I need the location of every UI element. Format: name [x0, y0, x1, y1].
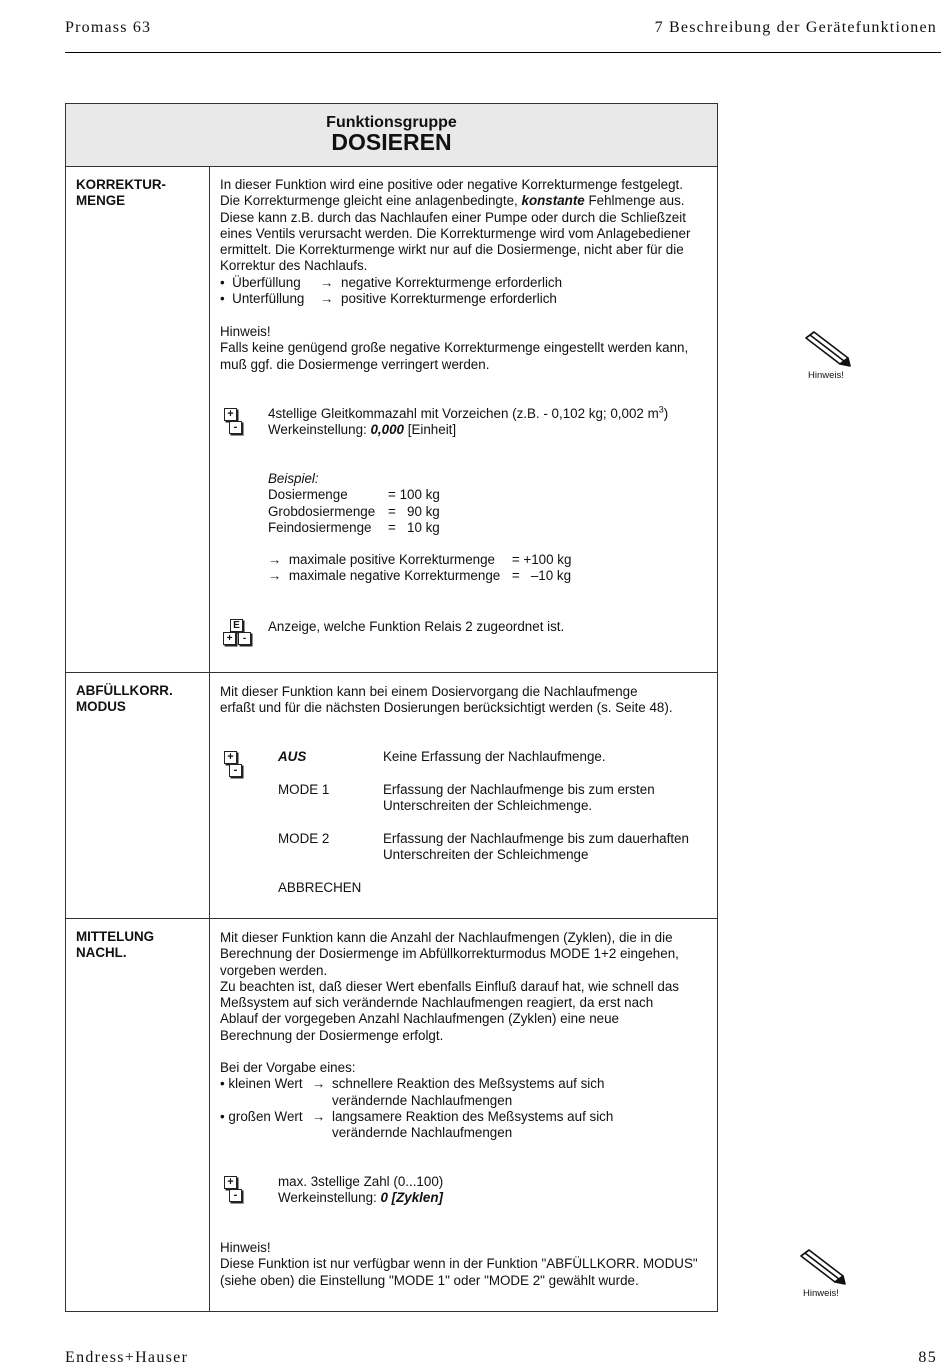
text-line: eines Ventils verursacht werden. Die Korrekturmenge wird vom Anlagebediener [220, 225, 691, 241]
abfuell-description [220, 684, 673, 717]
text-line: Zu beachten ist, daß dieser Wert ebenfalls Einfluß darauf hat, wie schnell das [220, 978, 679, 994]
example-value: 100 kg [399, 487, 440, 503]
mittelung-note [220, 1240, 698, 1289]
text-span: Fehlmenge aus. [588, 193, 685, 209]
note-icon-label: Hinweis! [803, 1288, 839, 1299]
text-line: Berechnung der Dosiermenge im Abfüllkorrekturmodus MODE 1+2 eingehen, [220, 946, 679, 962]
text-span: Die Korrekturmenge gleicht eine anlagenbedingte, [220, 193, 518, 209]
default-setting [268, 422, 668, 438]
note-title: Hinweis! [220, 324, 271, 339]
function-name-korrekturmenge [76, 177, 166, 210]
minus-key-icon: - [229, 764, 242, 777]
text-line: Diese Funktion ist nur verfügbar wenn in der Funktion "ABFÜLLKORR. MODUS" [220, 1256, 698, 1272]
bullet-text: schnellere Reaktion des Meßsystems auf sich [332, 1076, 605, 1092]
text-line: Diese kann z.B. durch das Nachlaufen einer Pumpe oder durch die Schließzeit [220, 209, 686, 225]
manual-title: Promass 63 [65, 19, 152, 36]
option-name-aus: AUS [278, 749, 307, 764]
bullet-text: positive Korrekturmenge erforderlich [341, 291, 557, 307]
text-line: Mit dieser Funktion kann bei einem Dosiervorgang die Nachlaufmenge [220, 684, 638, 699]
row-divider [66, 918, 717, 919]
equals: = [511, 568, 520, 584]
function-name-mittelung-nachl [76, 929, 154, 962]
bullet-text: langsamere Reaktion des Meßsystems auf sich [332, 1108, 614, 1124]
bullet: • [220, 274, 225, 290]
option-text: Keine Erfassung der Nachlaufmenge. [383, 749, 606, 764]
mittelung-description [220, 930, 679, 1044]
pencil-icon [795, 1248, 847, 1286]
text-line: Bei der Vorgabe eines: [220, 1060, 356, 1075]
bullet-term: • großen Wert [220, 1108, 303, 1124]
text-line: Berechnung der Dosiermenge erfolgt. [220, 1027, 444, 1043]
default-label: Werkeinstellung: [268, 422, 367, 438]
plus-minus-keys-icon [222, 750, 242, 778]
function-name-line: NACHL. [76, 945, 127, 961]
three-keys-icon [222, 619, 256, 647]
example-row [268, 487, 440, 503]
page-header [65, 18, 941, 40]
bullet-item [220, 1076, 613, 1092]
text-line [220, 193, 690, 209]
default-value: 0,000 [370, 422, 404, 438]
text-line: Unterschreiten der Schleichmenge [383, 847, 589, 863]
function-table [65, 103, 718, 1312]
text-line: muß ggf. die Dosiermenge verringert werden. [220, 356, 490, 372]
arrow-icon: → [268, 552, 282, 567]
mittelung-vorgabe [220, 1060, 613, 1141]
option-text [383, 782, 655, 815]
pencil-icon [800, 330, 852, 368]
plus-key-icon: + [224, 408, 237, 421]
result-value: –10 kg [530, 568, 572, 584]
korrektur-note [220, 324, 688, 373]
default-setting [278, 1190, 443, 1206]
text-line: Mit dieser Funktion kann die Anzahl der Nachlaufmengen (Zyklen), die in die [220, 930, 673, 945]
text-line: Meßsystem auf sich verändernde Nachlaufmengen reagiert, da erst nach [220, 995, 654, 1011]
example-row [268, 504, 440, 520]
company-name: Endress+Hauser [65, 1349, 189, 1366]
arrow-icon: → [320, 274, 334, 290]
text-line: Korrektur des Nachlaufs. [220, 258, 368, 274]
korrektur-display-info: Anzeige, welche Funktion Relais 2 zugeordnet ist. [268, 619, 565, 634]
korrektur-results [268, 552, 571, 585]
text-line: Ablauf der vorgegeben Anzahl Nachlaufmengen (Zyklen) eine neue [220, 1011, 620, 1027]
bullet-text: verändernde Nachlaufmengen [332, 1125, 513, 1141]
korrektur-input [268, 406, 668, 439]
pencil-note-icon [796, 330, 856, 386]
text-line: Falls keine genügend große negative Korrekturmenge eingestellt werden kann, [220, 340, 689, 356]
emphasis-konstante: konstante [521, 193, 585, 209]
plus-minus-keys-icon [222, 1175, 242, 1203]
korrektur-example [268, 471, 440, 536]
bullet-term: Unterfüllung [232, 291, 305, 307]
enter-key-icon: E [230, 619, 243, 632]
function-name-line: KORREKTUR- [76, 177, 167, 192]
function-name-line: MODUS [76, 699, 126, 715]
equals: = [388, 503, 396, 519]
result-row [268, 552, 571, 568]
group-label: Funktionsgruppe [326, 114, 457, 131]
example-value: 10 kg [407, 519, 440, 535]
text-line: erfaßt und für die nächsten Dosierungen berücksichtigt werden (s. Seite 48). [220, 700, 673, 716]
superscript: 3 [658, 404, 664, 415]
header-rule [65, 52, 941, 53]
group-header [66, 104, 717, 167]
text-line: Erfassung der Nachlaufmenge bis zum ersten [383, 782, 655, 797]
page-footer [65, 1350, 941, 1366]
example-key: Dosiermenge [268, 487, 348, 503]
equals: = [388, 487, 396, 503]
option-name-mode-2: MODE 2 [278, 831, 330, 846]
default-label: Werkeinstellung: [278, 1190, 377, 1206]
bullet-item [220, 1109, 613, 1125]
text-span: 4stellige Gleitkommazahl mit Vorzeichen (z.B. - 0,102 kg; 0,002 m [268, 406, 659, 421]
result-value: +100 kg [523, 552, 572, 567]
text-line: ermittelt. Die Korrekturmenge wirkt nur auf die Dosiermenge, nicht aber für die [220, 242, 684, 258]
bullet-text: verändernde Nachlaufmengen [332, 1092, 513, 1108]
text-span: ) [663, 406, 669, 421]
default-value: 0 [Zyklen] [380, 1190, 443, 1206]
page-number: 85 [918, 1349, 937, 1366]
function-name-line: MENGE [76, 193, 126, 209]
option-name-mode-1: MODE 1 [278, 782, 330, 797]
result-row [268, 568, 571, 584]
result-text: maximale negative Korrekturmenge [288, 568, 501, 584]
bullet-text: negative Korrekturmenge erforderlich [341, 274, 563, 290]
bullet-term: • kleinen Wert [220, 1076, 303, 1092]
function-name-line: MITTELUNG [76, 929, 155, 944]
text-line: Erfassung der Nachlaufmenge bis zum dauerhaften [383, 831, 689, 846]
minus-key-icon: - [238, 632, 251, 645]
pencil-note-icon [791, 1248, 851, 1304]
row-divider [66, 672, 717, 673]
text-line: Unterschreiten der Schleichmenge. [383, 798, 593, 814]
text-line: (siehe oben) die Einstellung "MODE 1" oder "MODE 2" gewählt wurde. [220, 1272, 639, 1288]
group-name: DOSIEREN [331, 129, 452, 155]
arrow-icon: → [312, 1108, 326, 1124]
note-icon-label: Hinweis! [808, 370, 844, 381]
plus-key-icon: + [224, 1176, 237, 1189]
chapter-title: 7 Beschreibung der Gerätefunktionen [654, 19, 937, 36]
bullet-item [220, 291, 690, 307]
korrektur-description [220, 177, 690, 307]
example-key: Feindosiermenge [268, 519, 372, 535]
input-format: max. 3stellige Zahl (0...100) [278, 1174, 444, 1189]
minus-key-icon: - [229, 1189, 242, 1202]
mittelung-input [278, 1174, 443, 1207]
arrow-icon: → [268, 568, 282, 584]
result-text: maximale positive Korrekturmenge [288, 552, 495, 567]
plus-minus-keys-icon [222, 407, 242, 435]
function-name-abfuellkorr-modus [76, 683, 173, 716]
equals: = [388, 519, 396, 535]
minus-key-icon: - [229, 421, 242, 434]
example-title: Beispiel: [268, 471, 319, 486]
example-row [268, 520, 440, 536]
arrow-icon: → [312, 1076, 326, 1092]
example-value: 90 kg [407, 503, 440, 519]
equals: = [511, 552, 520, 567]
plus-key-icon: + [223, 632, 236, 645]
input-format [268, 406, 668, 422]
bullet: • [220, 291, 225, 307]
default-unit: [Einheit] [407, 422, 457, 438]
option-text [383, 831, 689, 864]
note-title: Hinweis! [220, 1240, 271, 1255]
example-key: Grobdosiermenge [268, 503, 376, 519]
function-name-line: ABFÜLLKORR. [76, 683, 173, 698]
arrow-icon: → [320, 291, 334, 307]
bullet-term: Überfüllung [232, 274, 301, 290]
bullet-item [220, 275, 690, 291]
plus-key-icon: + [224, 751, 237, 764]
text-line: In dieser Funktion wird eine positive oder negative Korrekturmenge festgelegt. [220, 177, 683, 192]
text-line: vorgeben werden. [220, 962, 328, 978]
column-divider [209, 167, 210, 1311]
option-name-abbrechen: ABBRECHEN [278, 880, 362, 895]
